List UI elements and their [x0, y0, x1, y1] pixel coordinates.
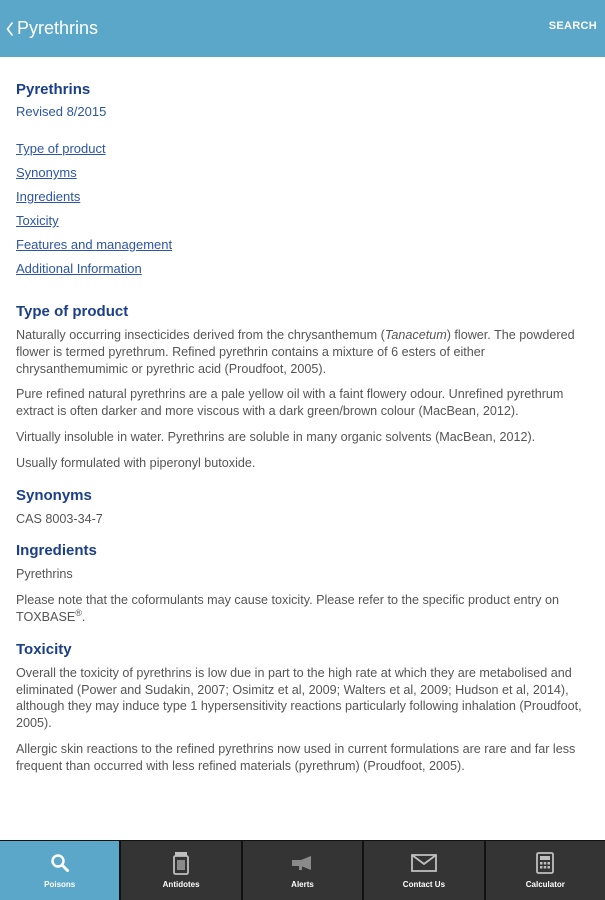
revision-date: Revised 8/2015: [16, 104, 107, 119]
tab-contact-us[interactable]: [364, 841, 483, 900]
type-of-product-paragraph: Usually formulated with piperonyl butoxide.: [16, 455, 256, 470]
tab-antidotes[interactable]: [121, 841, 240, 900]
megaphone-icon: [290, 852, 316, 874]
calculator-icon: [532, 852, 558, 874]
synonyms-paragraph: CAS 8003-34-7: [16, 511, 103, 526]
tab-label: Alerts: [291, 880, 314, 889]
document-content[interactable]: [0, 57, 605, 840]
table-of-contents: [16, 137, 589, 281]
tab-calculator[interactable]: [486, 841, 605, 900]
section-heading-synonyms: Synonyms: [16, 486, 92, 504]
search-button[interactable]: SEARCH: [548, 20, 597, 32]
toc-link-features-and-management[interactable]: Features and management: [16, 237, 173, 252]
tab-label: Antidotes: [162, 880, 200, 889]
toc-link-additional-information[interactable]: Additional Information: [16, 261, 142, 276]
type-of-product-paragraph: Virtually insoluble in water. Pyrethrins are soluble in many organic solvents (MacBean, 2012).: [16, 429, 536, 444]
toc-link-synonyms[interactable]: Synonyms: [16, 165, 77, 180]
header-title[interactable]: Pyrethrins: [17, 18, 99, 38]
tab-label: Calculator: [525, 880, 565, 889]
tab-alerts[interactable]: [243, 841, 362, 900]
envelope-icon: [411, 852, 437, 874]
toxicity-paragraph: Overall the toxicity of pyrethrins is low due in part to the high rate at which they are metabolised and eliminated (Power and Sudakin, 2007; Osimitz et al, 2009; Walters et al, 2009; Hudson et al, 2014), although they may induce type 1 hypersensitivity reactions particularly following inhalation (Proudfoot, 2005).: [16, 665, 582, 731]
toc-link-type-of-product[interactable]: Type of product: [16, 141, 106, 156]
back-chevron-icon[interactable]: [4, 18, 16, 40]
section-heading-type-of-product: Type of product: [16, 303, 129, 320]
section-heading-ingredients: Ingredients: [16, 542, 97, 560]
toc-link-ingredients[interactable]: Ingredients: [16, 189, 81, 204]
toc-link-toxicity[interactable]: Toxicity: [16, 213, 59, 228]
type-of-product-paragraph: Naturally occurring insecticides derived from the chrysanthemum (Tanacetum) flower. The powdered flower is termed pyrethrum. Refined pyrethrin contains a mixture of 6 esters of either chrysanthemumimic or pyrethric acid (Proudfoot, 2005).: [16, 328, 575, 376]
bottom-tab-bar: [0, 840, 605, 900]
ingredients-paragraph: Pyrethrins: [16, 567, 73, 582]
app-header: [0, 0, 605, 57]
tab-poisons[interactable]: [0, 841, 119, 900]
section-heading-toxicity: Toxicity: [16, 640, 72, 658]
tab-label: Poisons: [44, 880, 76, 889]
tab-label: Contact Us: [402, 880, 446, 889]
document-title: Pyrethrins: [16, 81, 91, 98]
vial-icon: [168, 852, 194, 874]
search-icon: [47, 852, 73, 874]
toxicity-paragraph: Allergic skin reactions to the refined pyrethrins now used in current formulations are rare and far less frequent than occurred with less refined materials (pyrethrum) (Proudfoot, 2005).: [16, 741, 576, 773]
ingredients-note-paragraph: Please note that the coformulants may cause toxicity. Please refer to the specific product entry on TOXBASE®.: [16, 593, 559, 624]
type-of-product-paragraph: Pure refined natural pyrethrins are a pale yellow oil with a faint flowery odour. Unrefined pyrethrum extract is often darker and more viscous with a dark green/brown colour (MacBean, 2012).: [16, 387, 564, 419]
